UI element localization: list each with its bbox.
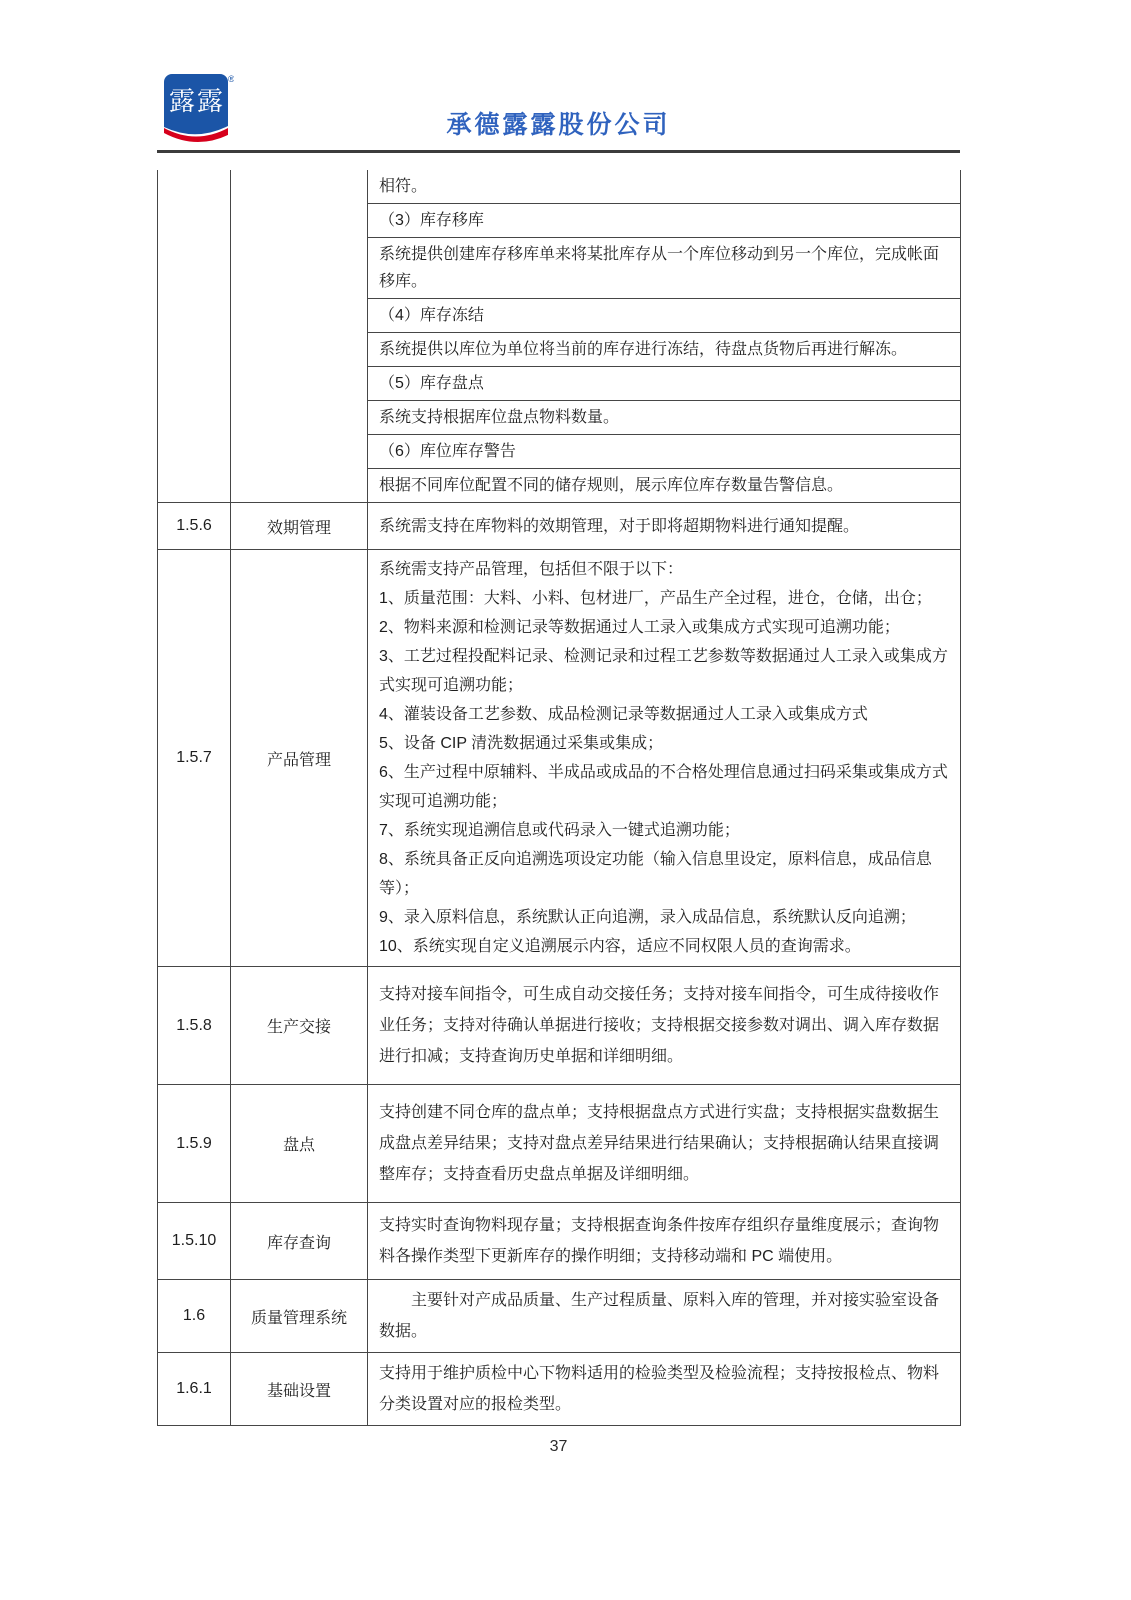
row-desc-cell: 系统支持根据库位盘点物料数量。 — [368, 401, 961, 435]
row-desc-cell: （4）库存冻结 — [368, 299, 961, 333]
row-name-cell: 库存查询 — [231, 1203, 368, 1280]
desc-line: 系统需支持在库物料的效期管理，对于即将超期物料进行通知提醒。 — [379, 517, 860, 535]
row-desc-cell — [368, 1353, 961, 1426]
desc-line: 2、物料来源和检测记录等数据通过人工录入或集成方式实现可追溯功能； — [379, 619, 900, 636]
row-number-cell: 1.6 — [158, 1280, 231, 1353]
desc-line: 5、设备 CIP 清洗数据通过采集或集成； — [379, 735, 664, 752]
row-number-cell: 1.5.6 — [158, 503, 231, 550]
table-row — [158, 967, 961, 1085]
row-desc-cell — [368, 550, 961, 967]
table-row — [158, 503, 961, 550]
company-title: 承德露露股份公司 — [446, 111, 671, 139]
row-number-cell: 1.6.1 — [158, 1353, 231, 1426]
desc-line: 系统需支持产品管理，包括但不限于以下： — [379, 561, 684, 578]
row-name-cell: 产品管理 — [231, 550, 368, 967]
continuation-row — [158, 170, 961, 204]
desc-line: 3、工艺过程投配料记录、检测记录和过程工艺参数等数据通过人工录入或集成方式实现可追溯功能； — [379, 648, 948, 694]
desc-line: 1、质量范围：大料、小料、包材进厂，产品生产全过程，进仓，仓储，出仓； — [379, 590, 932, 607]
row-number-cell — [158, 170, 231, 503]
desc-line: 4、灌装设备工艺参数、成品检测记录等数据通过人工录入或集成方式 — [379, 706, 868, 723]
desc-line: 主要针对产成品质量、生产过程质量、原料入库的管理，并对接实验室设备数据。 — [379, 1292, 940, 1340]
row-number-cell: 1.5.10 — [158, 1203, 231, 1280]
desc-line: 6、生产过程中原辅料、半成品或成品的不合格处理信息通过扫码采集或集成方式实现可追溯功能； — [379, 764, 948, 810]
table-row — [158, 1203, 961, 1280]
row-number-cell: 1.5.7 — [158, 550, 231, 967]
logo-char-1: 露 — [168, 87, 196, 117]
row-desc-cell — [368, 503, 961, 550]
row-name-cell: 基础设置 — [231, 1353, 368, 1426]
row-desc-cell: （3）库存移库 — [368, 204, 961, 238]
row-desc-cell — [368, 1203, 961, 1280]
row-desc-cell: （6）库位库存警告 — [368, 435, 961, 469]
row-name-cell: 盘点 — [231, 1085, 368, 1203]
table-row — [158, 550, 961, 967]
page-number: 37 — [549, 1438, 568, 1455]
desc-line: 7、系统实现追溯信息或代码录入一键式追溯功能； — [379, 822, 740, 839]
desc-line: 8、系统具备正反向追溯选项设定功能（输入信息里设定，原料信息，成品信息等）； — [379, 851, 932, 897]
registered-trademark-icon: ® — [228, 74, 234, 84]
desc-line: 支持用于维护质检中心下物料适用的检验类型及检验流程；支持按报检点、物料分类设置对应的报检类型。 — [379, 1365, 940, 1413]
table-row — [158, 1280, 961, 1353]
table-row — [158, 1085, 961, 1203]
row-desc-cell — [368, 1280, 961, 1353]
row-desc-cell: 系统提供以库位为单位将当前的库存进行冻结，待盘点货物后再进行解冻。 — [368, 333, 961, 367]
row-name-cell — [231, 170, 368, 503]
logo-char-2: 露 — [196, 87, 224, 117]
desc-line: 支持对接车间指令，可生成自动交接任务；支持对接车间指令，可生成待接收作业任务；支持对待确认单据进行接收；支持根据交接参数对调出、调入库存数据进行扣减；支持查询历史单据和详细明细。 — [379, 986, 940, 1065]
row-number-cell: 1.5.8 — [158, 967, 231, 1085]
row-desc-cell — [368, 967, 961, 1085]
header-rule — [157, 150, 960, 153]
desc-line: 10、系统实现自定义追溯展示内容，适应不同权限人员的查询需求。 — [379, 938, 861, 955]
row-name-cell: 质量管理系统 — [231, 1280, 368, 1353]
row-number-cell: 1.5.9 — [158, 1085, 231, 1203]
row-desc-cell: （5）库存盘点 — [368, 367, 961, 401]
row-name-cell: 效期管理 — [231, 503, 368, 550]
desc-line: 支持实时查询物料现存量；支持根据查询条件按库存组织存量维度展示；查询物料各操作类型下更新库存的操作明细；支持移动端和 PC 端使用。 — [379, 1217, 940, 1265]
desc-line: 支持创建不同仓库的盘点单；支持根据盘点方式进行实盘；支持根据实盘数据生成盘点差异结果；支持对盘点差异结果进行结果确认；支持根据确认结果直接调整库存；支持查看历史盘点单据及详细明细。 — [379, 1104, 940, 1183]
row-desc-cell: 相符。 — [368, 170, 961, 204]
row-desc-cell: 根据不同库位配置不同的储存规则，展示库位库存数量告警信息。 — [368, 469, 961, 503]
row-name-cell: 生产交接 — [231, 967, 368, 1085]
requirements-table — [157, 170, 961, 1426]
table-row — [158, 1353, 961, 1426]
desc-line: 9、录入原料信息，系统默认正向追溯，录入成品信息，系统默认反向追溯； — [379, 909, 916, 926]
row-desc-cell: 系统提供创建库存移库单来将某批库存从一个库位移动到另一个库位，完成帐面移库。 — [368, 238, 961, 299]
row-desc-cell — [368, 1085, 961, 1203]
